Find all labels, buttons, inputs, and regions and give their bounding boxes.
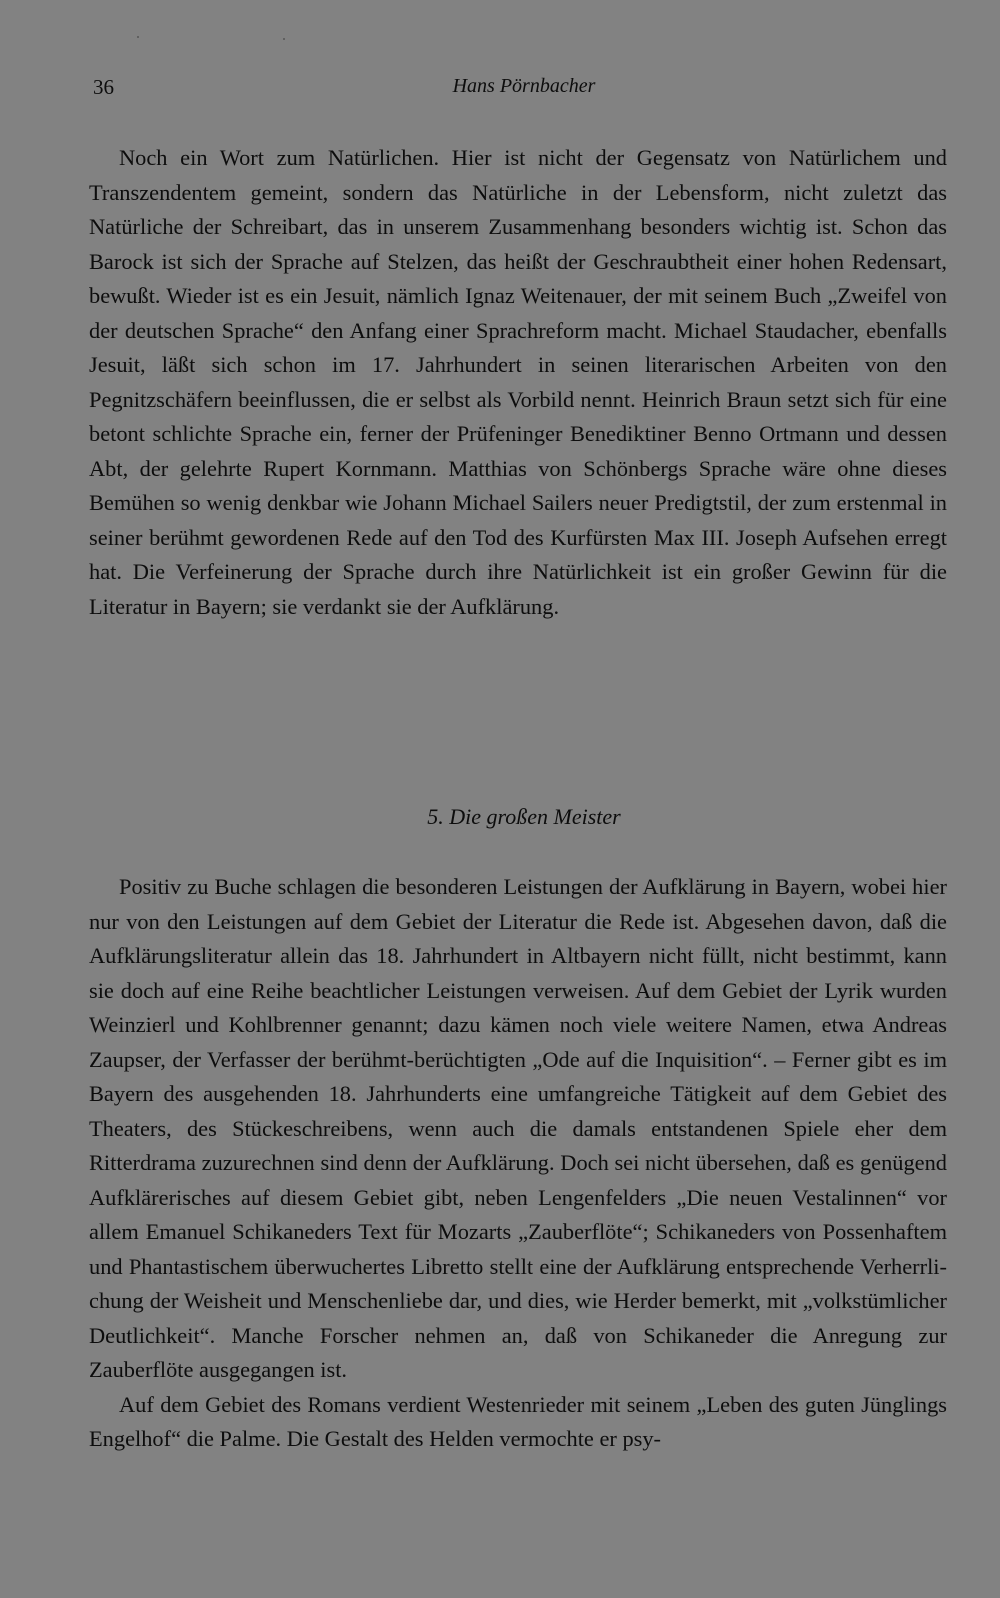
intro-text xyxy=(89,141,947,624)
scan-speck xyxy=(283,38,285,40)
paragraph: Auf dem Gebiet des Romans verdient Westenrieder mit seinem „Leben des guten Jünglings Engelhof“ die Palme. Die Gestalt des Helden vermochte er psy- xyxy=(89,1391,947,1451)
page-number: 36 xyxy=(93,75,114,99)
section-text xyxy=(89,870,947,1457)
paragraph: Noch ein Wort zum Natürlichen. Hier ist nicht der Gegensatz von Natürlichem und Transzendentem gemeint, sondern das Natürliche in der Lebensform, nicht zuletzt das Natürliche der Schreibart, das in unserem Zusammenhang besonders wichtig ist. Schon das Barock ist sich der Sprache auf Stelzen, das heißt der Geschraubtheit einer hohen Redensart, bewußt. Wieder ist es ein Jesuit, nämlich Ignaz Weitenauer, der mit seinem Buch „Zweifel von der deutschen Sprache“ den Anfang einer Sprachreform macht. Michael Staudacher, ebenfalls Jesuit, läßt sich schon im 17. Jahrhundert in seinen literarischen Arbeiten von den Pegnitzschäfern beeinflussen, die er selbst als Vorbild nennt. Heinrich Braun setzt sich für eine betont schlichte Sprache ein, ferner der Prüfeninger Benediktiner Benno Ortmann und dessen Abt, der gelehrte Rupert Kornmann. Matthias von Schönbergs Sprache wäre ohne dieses Bemühen so wenig denkbar wie Johann Michael Sailers neuer Predigtstil, der zum erstenmal in seiner berühmt gewordenen Rede auf den Tod des Kurfürsten Max III. Joseph Aufsehen erregt hat. Die Verfeinerung der Sprache durch ihre Natürlichkeit ist ein großer Gewinn für die Literatur in Bayern; sie verdankt sie der Aufklärung. xyxy=(89,145,947,619)
section-heading: 5. Die großen Meister xyxy=(427,804,621,829)
scan-speck xyxy=(137,36,139,38)
running-head: Hans Pörnbacher xyxy=(452,75,596,97)
paragraph: Positiv zu Buche schlagen die besonderen Leistungen der Aufklärung in Bayern, wobei hier nur von den Leistungen auf dem Gebiet der Literatur die Rede ist. Abgesehen davon, daß die Aufklärungsliteratur allein das 18. Jahrhundert in Altbayern nicht füllt, nicht bestimmt, kann sie doch auf eine Reihe beachtlicher Leistungen verweisen. Auf dem Gebiet der Lyrik wurden Weinzierl und Kohlbrenner genannt; dazu kämen noch viele weitere Namen, etwa Andreas Zaupser, der Verfasser der berühmt-berüchtigten „Ode auf die Inquisition“. – Ferner gibt es im Bayern des ausgehenden 18. Jahrhunderts eine umfangreiche Tätigkeit auf dem Gebiet des Theaters, des Stückeschreibens, wenn auch die damals entstandenen Spiele eher dem Ritterdrama zuzurechnen sind denn der Aufklärung. Doch sei nicht übersehen, daß es genügend Aufklärerisches auf diesem Gebiet gibt, neben Lengenfelders „Die neuen Vestalinnen“ vor allem Emanuel Schikaneders Text für Mozarts „Zauberflöte“; Schikaneders von Possenhaftem und Phantastischem überwuchertes Libretto stellt eine der Aufklärung entsprechende Verherrlichung der Weisheit und Menschenliebe dar, und dies, wie Herder bemerkt, mit „volkstümlicher Deutlichkeit“. Manche Forscher nehmen an, daß von Schikaneder die Anregung zur Zauberflöte ausgegangen ist. xyxy=(89,874,947,1382)
